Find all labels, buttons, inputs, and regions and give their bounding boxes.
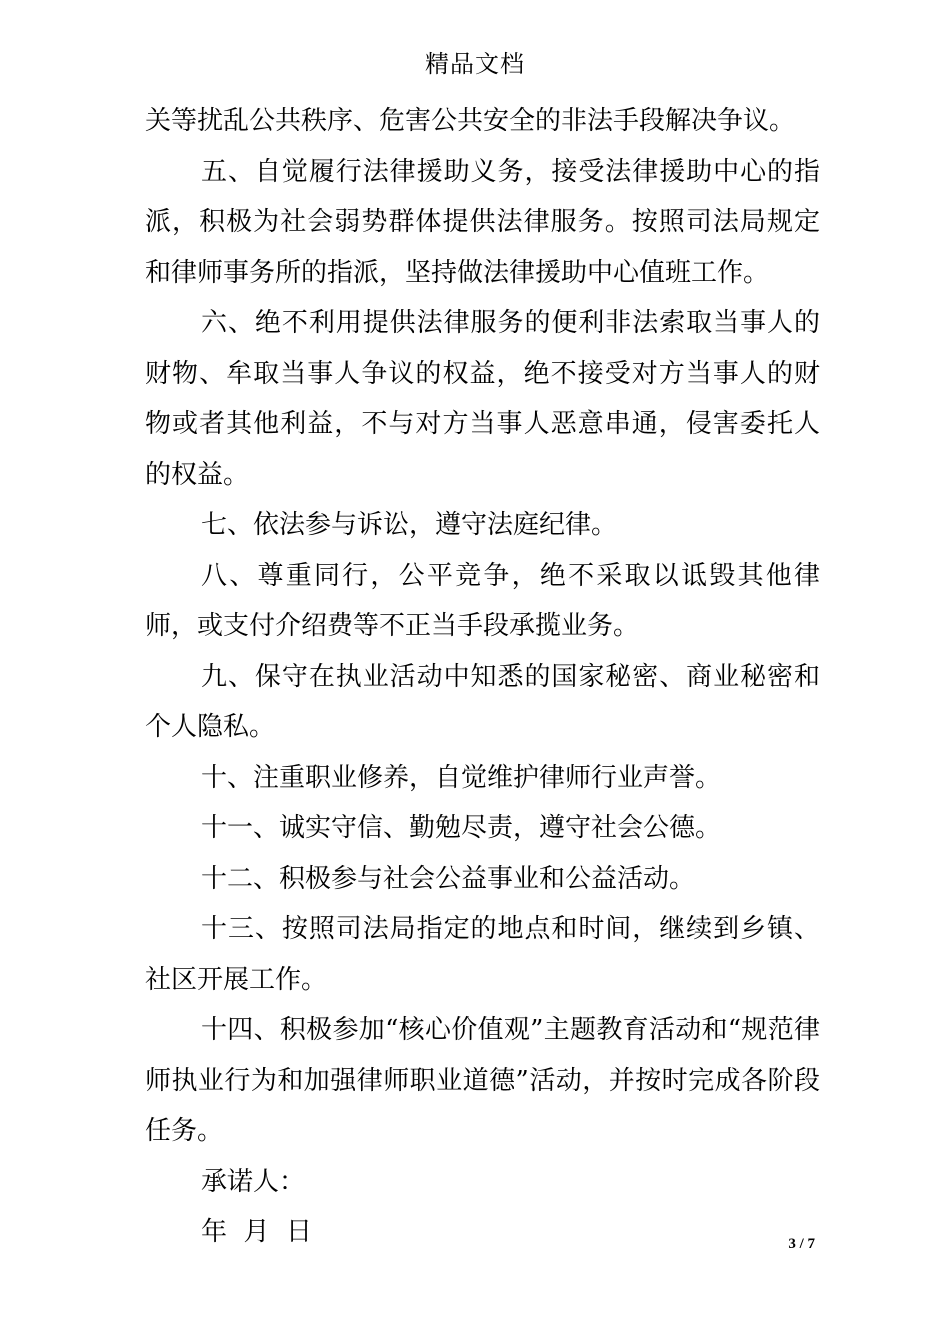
paragraph-item-5: 五、自觉履行法律援助义务，接受法律援助中心的指派，积极为社会弱势群体提供法律服务。按照司法局规定和律师事务所的指派，坚持做法律援助中心值班工作。: [145, 156, 820, 288]
paragraph-item-6: 六、绝不利用提供法律服务的便利非法索取当事人的财物、牟取当事人争议的权益，绝不接受对方当事人的财物或者其他利益，不与对方当事人恶意串通，侵害委托人的权益。: [145, 308, 820, 490]
paragraph-continuation: 关等扰乱公共秩序、危害公共安全的非法手段解决争议。: [145, 106, 796, 136]
page-number: 3 / 7: [788, 1236, 815, 1252]
paragraph-item-10: 十、注重职业修养，自觉维护律师行业声誉。: [201, 762, 722, 793]
date-line: 年 月 日: [201, 1217, 313, 1247]
paragraph-item-7: 七、依法参与诉讼，遵守法庭纪律。: [201, 510, 618, 540]
paragraph-item-14: 十四、积极参加“核心价值观”主题教育活动和“规范律师执业行为和加强律师职业道德”活动，并按时完成各阶段任务。: [145, 1015, 820, 1146]
document-body: [145, 96, 820, 1258]
paragraph-item-8: 八、尊重同行，公平竞争，绝不采取以诋毁其他律师，或支付介绍费等不正当手段承揽业务。: [145, 560, 820, 641]
paragraph-item-13: 十三、按照司法局指定的地点和时间，继续到乡镇、社区开展工作。: [145, 914, 820, 995]
paragraph-item-11: 十一、诚实守信、勤勉尽责，遵守社会公德。: [201, 813, 722, 843]
paragraph-item-12: 十二、积极参与社会公益事业和公益活动。: [201, 863, 696, 894]
page-header: 精品文档: [425, 50, 525, 78]
paragraph-item-9: 九、保守在执业活动中知悉的国家秘密、商业秘密和个人隐私。: [145, 661, 820, 742]
signer-label: 承诺人：: [201, 1166, 306, 1197]
